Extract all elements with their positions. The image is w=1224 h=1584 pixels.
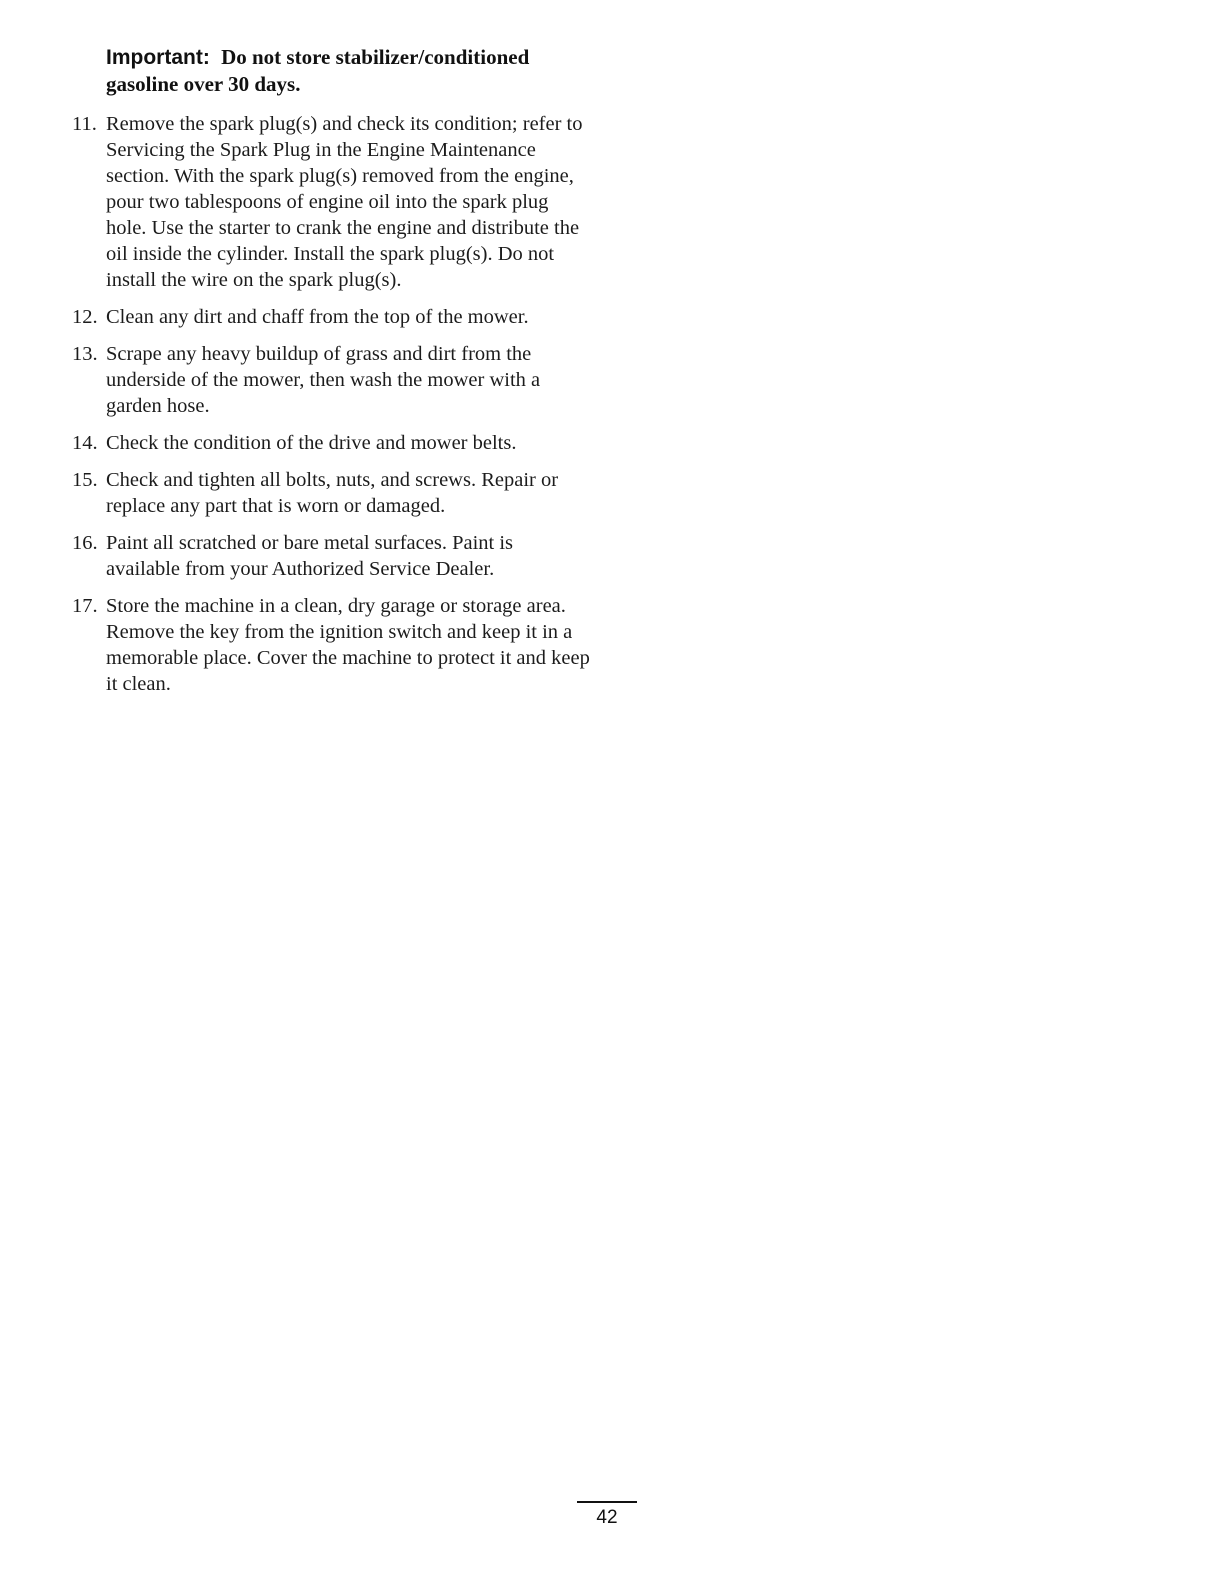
step-text: Clean any dirt and chaff from the top of the mower. [106,306,529,328]
step-number: 12. [72,306,98,328]
footer-rule [577,1501,637,1503]
step-text: Paint all scratched or bare metal surfaces. Paint is available from your Authorized Service Dealer. [106,532,514,580]
step-number: 16. [72,532,98,554]
important-label: Important: [106,46,210,69]
step-text: Store the machine in a clean, dry garage or storage area. Remove the key from the ignition switch and keep it in a memorable place. Cover the machine to protect it and keep it clean. [106,595,590,695]
maintenance-steps-list [72,111,592,697]
step-item-11 [72,111,592,293]
step-number: 17. [72,595,98,617]
step-number: 14. [72,432,98,454]
step-item-13 [72,341,592,419]
step-item-16 [72,530,592,582]
page-number: 42 [596,1507,618,1528]
step-item-12 [72,304,592,330]
step-text: Check and tighten all bolts, nuts, and screws. Repair or replace any part that is worn or damaged. [106,469,559,517]
step-number: 13. [72,343,98,365]
step-number: 11. [72,113,97,135]
step-text: Check the condition of the drive and mower belts. [106,432,517,454]
step-item-17 [72,593,592,697]
step-text: Scrape any heavy buildup of grass and dirt from the underside of the mower, then wash the mower with a garden hose. [106,343,541,417]
step-text: Remove the spark plug(s) and check its condition; refer to Servicing the Spark Plug in the Engine Maintenance section. With the spark plug(s) removed from the engine, pour two tablespoons of engine oil into the spark plug hole. Use the starter to crank the engine and distribute the oil inside the cylinder. Install the spark plug(s). Do not install the wire on the spark plug(s). [106,113,583,291]
step-item-15 [72,467,592,519]
content-column [72,44,592,708]
step-number: 15. [72,469,98,491]
step-item-14 [72,430,592,456]
important-notice [106,44,592,97]
important-text: Do not store stabilizer/conditioned gasoline over 30 days. [106,45,530,96]
